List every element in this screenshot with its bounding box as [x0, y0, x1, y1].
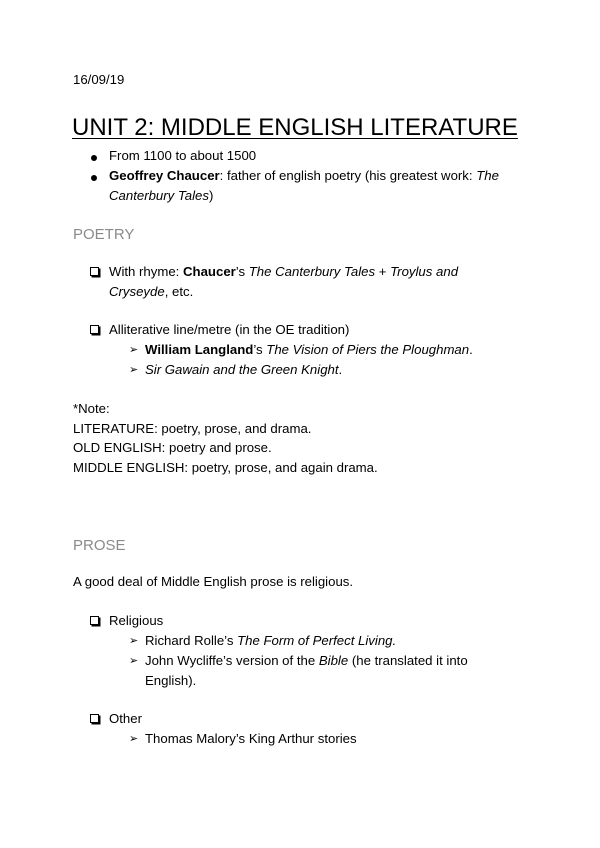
- bullet-dot-icon: [91, 175, 97, 181]
- note-label: *Note:: [73, 401, 110, 416]
- date: 16/09/19: [73, 72, 125, 87]
- prose-sub-item-wycliffe: John Wycliffe’s version of the Bible (he translated it into: [145, 653, 468, 668]
- intro-item-2: Geoffrey Chaucer: father of english poetry (his greatest work: The: [109, 168, 499, 183]
- poetry-alliterative-item: Alliterative line/metre (in the OE tradition): [109, 322, 350, 337]
- bullet-dot-icon: [91, 155, 97, 161]
- intro-item-2-line-2: Canterbury Tales): [109, 188, 214, 203]
- prose-sub-item-rolle: Richard Rolle’s The Form of Perfect Living.: [145, 633, 397, 648]
- arrow-bullet-icon: ➢: [129, 364, 139, 376]
- arrow-bullet-icon: ➢: [129, 733, 139, 745]
- arrow-bullet-icon: ➢: [129, 344, 139, 356]
- note-line-1: LITERATURE: poetry, prose, and drama.: [73, 421, 312, 436]
- intro-item-1: From 1100 to about 1500: [109, 148, 257, 163]
- poetry-rhyme-item-line-2: Cryseyde, etc.: [109, 284, 194, 299]
- section-heading-poetry: POETRY: [73, 226, 135, 243]
- arrow-bullet-icon: ➢: [129, 655, 139, 667]
- prose-other-item: Other: [109, 711, 142, 726]
- poetry-rhyme-item: With rhyme: Chaucer’s The Canterbury Tales + Troylus and: [109, 264, 459, 279]
- prose-sub-item-malory: Thomas Malory’s King Arthur stories: [145, 731, 357, 746]
- section-heading-prose: PROSE: [73, 537, 126, 554]
- checkbox-bullet-icon: [90, 616, 99, 625]
- poetry-sub-item-langland: William Langland’s The Vision of Piers the Ploughman.: [145, 342, 473, 357]
- checkbox-bullet-icon: [90, 325, 99, 334]
- prose-intro: A good deal of Middle English prose is religious.: [73, 574, 354, 589]
- arrow-bullet-icon: ➢: [129, 635, 139, 647]
- note-line-3: MIDDLE ENGLISH: poetry, prose, and again drama.: [73, 460, 378, 475]
- page-title: UNIT 2: MIDDLE ENGLISH LITERATURE: [72, 114, 518, 141]
- prose-sub-item-wycliffe-line-2: English).: [145, 673, 197, 688]
- note-line-2: OLD ENGLISH: poetry and prose.: [73, 440, 272, 455]
- prose-religious-item: Religious: [109, 613, 164, 628]
- poetry-sub-item-gawain: Sir Gawain and the Green Knight.: [145, 362, 343, 377]
- checkbox-bullet-icon: [90, 267, 99, 276]
- checkbox-bullet-icon: [90, 714, 99, 723]
